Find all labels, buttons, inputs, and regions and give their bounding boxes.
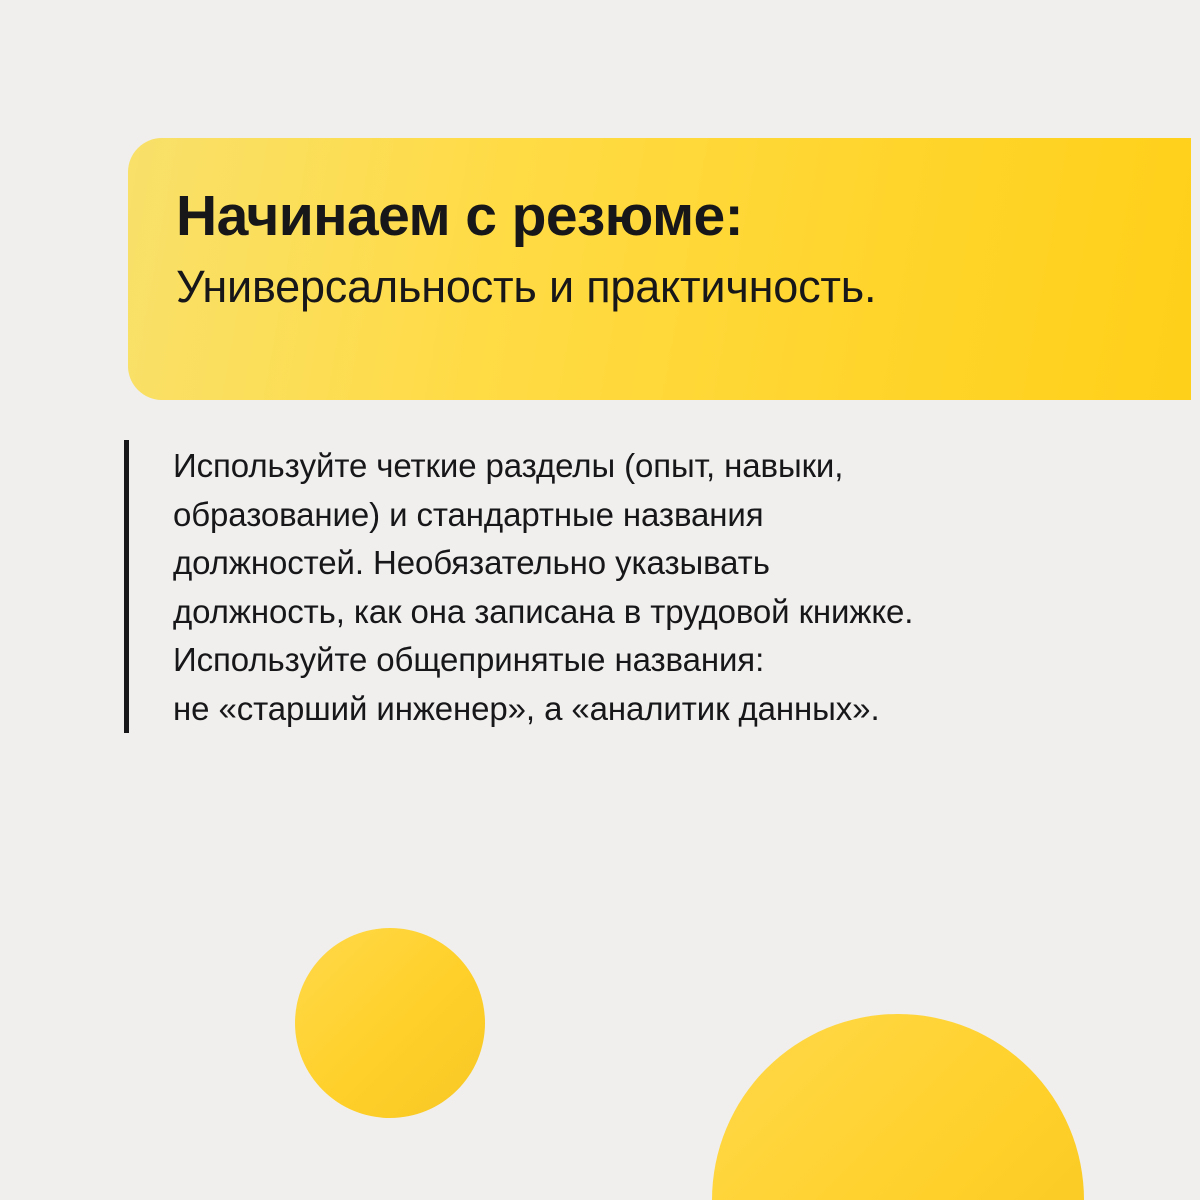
- yellow-circle-large-decoration: [712, 1014, 1084, 1200]
- body-line: должностей. Необязательно указывать: [173, 544, 770, 581]
- yellow-circle-small-decoration: [295, 928, 485, 1118]
- body-line: образование) и стандартные названия: [173, 495, 764, 533]
- page-subtitle: Универсальность и практичность.: [176, 261, 877, 313]
- page-title: Начинаем с резюме:: [176, 184, 744, 248]
- body-line: не «старший инженер», а «аналитик данных».: [173, 689, 880, 727]
- body-line: должность, как она записана в трудовой книжке.: [173, 592, 914, 630]
- heading-card: [128, 138, 1191, 400]
- body-block: [124, 440, 1064, 733]
- body-paragraph: [173, 440, 913, 733]
- body-line: Использyйте четкие разделы (опыт, навыки,: [173, 447, 844, 484]
- vertical-rule-divider: [124, 440, 129, 733]
- body-line: Использyйте общепринятые названия:: [173, 641, 765, 678]
